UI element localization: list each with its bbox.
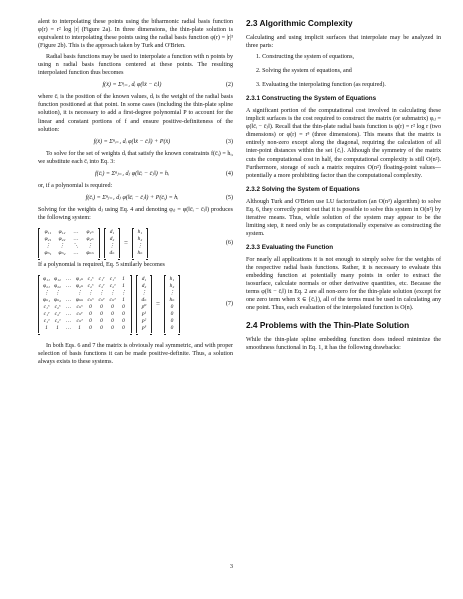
matrix-entry: 1 xyxy=(122,297,125,304)
matrix-entry: hₙ xyxy=(137,249,143,256)
matrix-entry: 0 xyxy=(170,304,174,311)
matrix-entry: 0 xyxy=(122,311,125,318)
matrix-entry: φ₂₂ xyxy=(54,283,61,290)
matrix-entry xyxy=(63,290,74,297)
list-item: 3. Evaluating the interpolating function (as required). xyxy=(256,82,386,89)
matrix-entry: ⋮ xyxy=(120,290,127,297)
matrix-entry: ⋮ xyxy=(109,242,115,249)
matrix-entry: h₂ xyxy=(137,235,143,242)
matrix-entry: ⋮ xyxy=(76,290,83,297)
matrix-entry: 0 xyxy=(122,325,125,332)
matrix-entry: … xyxy=(73,235,79,242)
matrix-entry: φₙₙ xyxy=(86,249,94,256)
matrix-entry: p¹ xyxy=(141,311,147,318)
matrix-entry: φₙ₁ xyxy=(44,249,52,256)
matrix-entry: 0 xyxy=(170,318,174,325)
matrix-entry: hₙ xyxy=(169,297,175,304)
matrix-entry: ⋱ xyxy=(73,242,79,249)
paragraph: Although Turk and O'Brien use LU factorization (an O(n³) algorithm) to solve Eq. 6, they correctly point out that it is possible to solve this system in O(n²) by iterative means. Thus, while solution of the system may appear to be the limiting step, it need only be as computationally expensive as constructing the system. xyxy=(246,198,441,237)
section-heading: 2.4 Problems with the Thin-Plate Solution xyxy=(246,320,410,331)
matrix-system-7: φ₁₁ φ₁₂ … φ₁ₙ c₁ˣ c₁ʸ c₁ᶻ 1 φ₂₁ φ₂₂ … φ₂ₙ c₂ˣ c₂ʸ c₂ᶻ 1 ⋮ ⋮ ⋮ ⋮ ⋮ ⋮ ⋮ φₙ₁ φₙ₂ … φₙₙ cₙˣ cₙʸ cₙᶻ 1 c₁ˣ c₂ˣ … cₙˣ 0 0 0 0 c₁ʸ c₂ʸ … cₙʸ 0 0 0 0 c₁ᶻ c₂ᶻ … cₙᶻ 0 0 0 0 1 1 … 1 0 0 0 0 d₁ d₂ ⋮ dₙ p⁰ p¹ p² p³ = h₁ h₂ ⋮ hₙ 0 0 0 0 xyxy=(38,275,180,333)
matrix-entry: c₂ˣ xyxy=(87,283,94,290)
matrix-phi-poly xyxy=(41,276,129,332)
matrix-entry: ⋮ xyxy=(109,290,116,297)
matrix-entry: c₁ˣ xyxy=(43,304,50,311)
matrix-entry: 1 xyxy=(56,325,59,332)
matrix-entry: c₂ᶻ xyxy=(54,318,61,325)
matrix-entry: φₙ₂ xyxy=(58,249,66,256)
matrix-entry: … xyxy=(73,249,79,256)
equation-body: f(c̄ᵢ) = Σⁿⱼ₌₁ dⱼ φ(‖c̄ᵢ − c̄ⱼ‖) + P(c̄ᵢ) = hᵢ xyxy=(85,194,179,201)
matrix-entry: 0 xyxy=(100,318,103,325)
vector-h xyxy=(135,229,145,257)
paragraph: To solve for the set of weights dᵢ that satisfy the known constraints f(c̄ᵢ) = hᵢ, we substitute each c̄ᵢ into Eq. 3: xyxy=(38,150,233,165)
matrix-entry: 0 xyxy=(170,311,174,318)
matrix-entry: 0 xyxy=(111,304,114,311)
equation-number: (7) xyxy=(225,301,233,307)
matrix-entry: cₙˣ xyxy=(87,297,94,304)
equation-number: (2) xyxy=(225,82,233,89)
matrix-entry: 1 xyxy=(45,325,48,332)
paragraph: alent to interpolating these points using the biharmonic radial basis function φ(r) = r² log |r| (Figure 2a). In three dimensions, the thin-plate solution is equivalent to interpolating these points using the radial basis function φ(r) = |r|³ (Figure 2b). This is the approach taken by Turk and O'Brien. xyxy=(38,19,233,50)
matrix-entry: φ₂₁ xyxy=(44,235,52,242)
list-item: 1. Constructing the system of equations, xyxy=(256,54,354,61)
matrix-entry: 1 xyxy=(78,325,81,332)
matrix-entry: φₙₙ xyxy=(75,297,84,304)
paragraph: Calculating and using implicit surfaces that interpolate may be analyzed in three parts: xyxy=(246,35,441,50)
subsection-heading: 2.3.3 Evaluating the Function xyxy=(246,243,334,251)
matrix-entry: 0 xyxy=(122,304,125,311)
paragraph: or, if a polynomial is required: xyxy=(38,182,113,189)
matrix-entry: c₂ʸ xyxy=(98,283,105,290)
vector-d xyxy=(107,229,117,257)
page-number: 3 xyxy=(229,563,234,570)
matrix-entry: φ₁ₙ xyxy=(86,228,94,235)
matrix-entry: … xyxy=(66,325,71,332)
matrix-entry: 0 xyxy=(89,311,92,318)
matrix-system-6: φ₁₁ φ₁₂ … φ₁ₙ φ₂₁ φ₂₂ … φ₂ₙ ⋮ ⋮ ⋱ ⋮ φₙ₁ φₙ₂ … φₙₙ d₁ d₂ ⋮ dₙ = h₁ h₂ ⋮ hₙ xyxy=(38,228,148,258)
equation-body: f(c̄ᵢ) = Σⁿⱼ₌₁ dⱼ φ(‖c̄ᵢ − c̄ⱼ‖) = hᵢ xyxy=(94,170,169,177)
paragraph: where c̄ᵢ is the position of the known values, dᵢ is the weight of the radial basis function positioned at that point. In some cases (including the thin-plate spline solution), it is necessary to add a first-degree polynomial P to account for the linear and constant portions of f and ensure positive-definiteness of the solution: xyxy=(38,94,233,133)
equation-6 xyxy=(38,225,233,261)
equation-number: (3) xyxy=(225,138,233,145)
matrix-entry: 0 xyxy=(170,325,174,332)
matrix-entry: 0 xyxy=(89,325,92,332)
paragraph: A significant portion of the computational cost involved in calculating these implicit surfaces is the cost required to construct the matrix (or submatrix) φᵢⱼ = φ(‖c̄ᵢ − c̄ⱼ‖). Recall that the thin-plate radial basis function is φ(r) = r² log r (two dimensions) or φ(r) = r³ (three dimensions). This means that the matrix is entirely non-zero except along the diagonal, requiring the calculation of all inter-point distances within the set {c̄ᵢ}. Although the symmetry of the matrix cuts the computational cost in half, the computational complexity is still O(n²). Furthermore, storage of such a matrix requires O(n²) floating-point values—potentially a more prohibiting factor than the computational complexity. xyxy=(246,108,441,179)
matrix-entry: φ₁₂ xyxy=(54,276,61,283)
matrix-entry: … xyxy=(66,318,71,325)
matrix-entry: dₙ xyxy=(109,249,115,256)
vector-h xyxy=(167,276,177,332)
matrix-entry: … xyxy=(66,311,71,318)
matrix-entry: 1 xyxy=(122,276,125,283)
matrix-entry: φ₂ₙ xyxy=(86,235,94,242)
numbered-list xyxy=(246,53,441,89)
matrix-entry: 1 xyxy=(122,283,125,290)
matrix-entry: 0 xyxy=(100,304,103,311)
matrix-entry: c₁ʸ xyxy=(98,276,105,283)
matrix-entry: φ₁₂ xyxy=(58,228,66,235)
matrix-entry: c₁ᶻ xyxy=(109,276,116,283)
vector-d xyxy=(139,276,149,332)
matrix-entry: φ₁ₙ xyxy=(75,276,84,283)
section-heading: 2.3 Algorithmic Complexity xyxy=(246,18,353,28)
matrix-entry: h₁ xyxy=(169,276,175,283)
matrix-entry: … xyxy=(66,297,71,304)
equation-body: f(x̄) = Σⁿᵢ₌₁ dᵢ φ(‖x̄ − c̄ᵢ‖) + P(x̄) xyxy=(93,138,171,145)
matrix-entry: c₂ʸ xyxy=(54,311,61,318)
matrix-entry: cₙᶻ xyxy=(76,318,83,325)
matrix-entry: 0 xyxy=(122,318,125,325)
matrix-entry: h₁ xyxy=(137,228,143,235)
paragraph: If a polynomial is required, Eq. 5 similarly becomes xyxy=(38,261,165,268)
matrix-entry: cₙᶻ xyxy=(109,297,116,304)
matrix-entry: … xyxy=(73,228,79,235)
matrix-entry: p³ xyxy=(141,325,147,332)
matrix-entry: φₙ₁ xyxy=(42,297,51,304)
matrix-entry: ⋮ xyxy=(45,242,51,249)
right-column xyxy=(246,18,441,355)
paragraph: For nearly all applications it is not enough to simply solve for the weights of the respective radial basis functions. Rather, it is necessary to evaluate this embedding function at potentially many points in order to extract the isosurface, calculate normals or other derivative quantities, etc. Because the terms φ(‖x̄ − c̄ᵢ‖) in Eq. 2 are all non-zero for the thin-plate solution (except for one zero term when x̄ ∈ {c̄ᵢ}), all of the terms must be used in calculating any one point. Thus, each evaluation of the interpolated function is O(n). xyxy=(246,256,441,312)
equation-4 xyxy=(38,170,233,178)
equation-number: (4) xyxy=(225,170,233,177)
equation-number: (6) xyxy=(225,239,233,246)
left-column xyxy=(38,18,233,369)
matrix-entry: d₁ xyxy=(109,228,115,235)
matrix-entry: ⋮ xyxy=(87,242,93,249)
matrix-entry: ⋮ xyxy=(169,290,175,297)
matrix-entry: d₂ xyxy=(141,283,147,290)
matrix-entry: ⋮ xyxy=(137,242,143,249)
matrix-entry: c₂ᶻ xyxy=(109,283,116,290)
matrix-entry: 0 xyxy=(100,311,103,318)
matrix-entry: dₙ xyxy=(141,297,147,304)
equation-5 xyxy=(38,194,233,202)
matrix-entry: ⋮ xyxy=(43,290,50,297)
matrix-entry: ⋮ xyxy=(87,290,94,297)
matrix-entry: φₙ₂ xyxy=(53,297,62,304)
equation-3 xyxy=(38,138,233,146)
matrix-entry: … xyxy=(66,304,71,311)
matrix-entry: φ₂ₙ xyxy=(75,283,84,290)
matrix-entry: p⁰ xyxy=(141,304,147,311)
matrix-phi xyxy=(41,229,97,257)
matrix-entry: 0 xyxy=(111,318,114,325)
matrix-entry: c₁ᶻ xyxy=(43,318,50,325)
paragraph: Solving for the weights dⱼ using Eq. 4 and denoting φᵢⱼ = φ(‖c̄ᵢ − c̄ⱼ‖) produces the following system: xyxy=(38,206,233,221)
equation-7 xyxy=(38,272,233,336)
paragraph: Radial basis functions may be used to interpolate a function with n points by using n radial basis functions centered at these points. The resulting interpolated function thus becomes xyxy=(38,54,233,77)
matrix-entry: c₂ˣ xyxy=(54,304,61,311)
matrix-entry: ⋮ xyxy=(59,242,65,249)
equation-number: (5) xyxy=(225,194,233,201)
matrix-entry: c₁ʸ xyxy=(43,311,50,318)
matrix-entry: 0 xyxy=(89,318,92,325)
matrix-entry: cₙʸ xyxy=(98,297,105,304)
matrix-entry: 0 xyxy=(111,311,114,318)
paragraph: While the thin-plate spline embedding function does indeed minimize the smoothness functional in Eq. 1, it has the following drawbacks: xyxy=(246,337,441,352)
matrix-entry: 0 xyxy=(111,325,114,332)
matrix-entry: d₁ xyxy=(141,276,147,283)
matrix-entry: ⋮ xyxy=(141,290,147,297)
equation-body: f(x̄) = Σⁿᵢ₌₁ dᵢ φ(‖x̄ − c̄ᵢ‖) xyxy=(102,82,162,89)
matrix-entry: d₂ xyxy=(109,235,115,242)
matrix-entry: cₙʸ xyxy=(76,311,83,318)
subsection-heading: 2.3.1 Constructing the System of Equations xyxy=(246,95,377,103)
matrix-entry: φ₁₁ xyxy=(44,228,52,235)
matrix-entry: ⋮ xyxy=(54,290,61,297)
matrix-entry: … xyxy=(66,283,71,290)
matrix-entry: c₁ˣ xyxy=(87,276,94,283)
subsection-heading: 2.3.2 Solving the System of Equations xyxy=(246,185,360,193)
matrix-entry: 0 xyxy=(100,325,103,332)
matrix-entry: φ₂₂ xyxy=(58,235,66,242)
paragraph: In both Eqs. 6 and 7 the matrix is obviously real symmetric, and with proper selection of basis functions it can be made positive-definite. Thus, a solution always exists to these systems. xyxy=(38,343,233,366)
matrix-entry: φ₂₁ xyxy=(43,283,50,290)
matrix-entry: cₙˣ xyxy=(76,304,83,311)
equation-2 xyxy=(38,81,233,89)
matrix-entry: φ₁₁ xyxy=(43,276,50,283)
matrix-entry: p² xyxy=(141,318,147,325)
matrix-entry: … xyxy=(66,276,71,283)
list-item: 2. Solving the system of equations, and xyxy=(256,68,352,75)
matrix-entry: 0 xyxy=(89,304,92,311)
matrix-entry: h₂ xyxy=(169,283,175,290)
matrix-entry: ⋮ xyxy=(98,290,105,297)
